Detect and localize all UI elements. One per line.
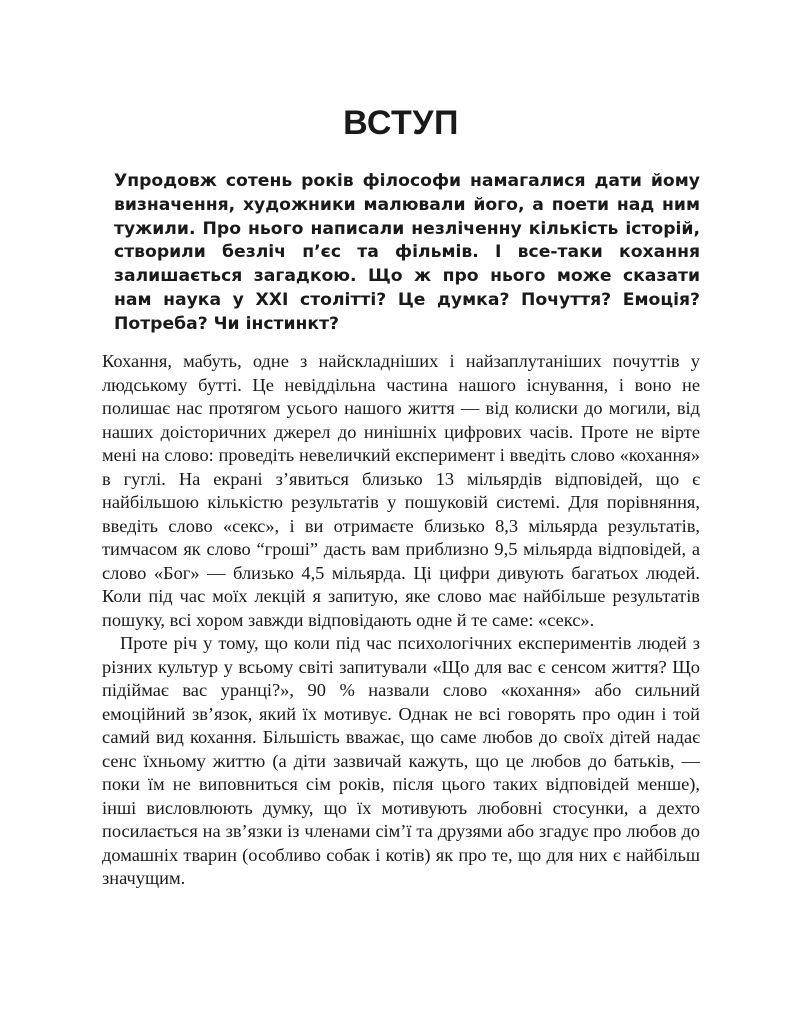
body-text bbox=[102, 350, 700, 891]
chapter-title: ВСТУП bbox=[343, 104, 459, 142]
lead-paragraph: Упродовж сотень років філософи намагалися дати йому визначення, художники малювали його, а поети над ним тужили. Про нього написали незліченну кількість історій, створили безліч п’єс та фільмів. І все-таки кохання залишається загадкою. Що ж про нього може сказати нам наука у ХХІ столітті? Це думка? Почуття? Емоція? Потреба? Чи інстинкт? bbox=[114, 171, 700, 334]
book-page bbox=[102, 0, 700, 1035]
body-paragraph-1: Кохання, мабуть, одне з найскладніших і найзаплутаніших почуттів у людському бутті. Це невіддільна частина нашого існування, і воно не полишає нас протягом усього нашого життя — від колиски до могили, від наших доісторичних джерел до нинішніх цифрових часів. Проте не вірте мені на слово: проведіть невеличкий експеримент і введіть слово «кохання» в гуглі. На екрані з’явиться близько 13 мільярдів відповідей, що є найбільшою кількістю результатів у пошуковій системі. Для порівняння, введіть слово «секс», і ви отримаєте близько 8,3 мільярда результатів, тимчасом як слово “гроші” дасть вам приблизно 9,5 мільярда відповідей, а слово «Бог» — близько 4,5 мільярда. Ці цифри дивують багатьох людей. Коли під час моїх лекцій я запитую, яке слово має найбільше результатів пошуку, всі хором завжди відповідають одне й те саме: «секс». bbox=[102, 351, 700, 630]
body-paragraph-2: Проте річ у тому, що коли під час психологічних експериментів людей з різних культур у всьому світі запитували «Що для вас є сенсом життя? Що підіймає вас уранці?», 90 % назвали слово «кохання» або сильний емоційний зв’язок, який їх мотивує. Однак не всі говорять про один і той самий вид кохання. Більшість вважає, що саме любов до своїх дітей надає сенс їхньому життю (а діти зазвичай кажуть, що це любов до батьків, — поки їм не виповниться сім років, після цього таких відповідей менше), інші висловлюють думку, що їх мотивують любовні стосунки, а дехто посилається на зв’язки із членами сім’ї та друзями або згадує про любов до домашніх тварин (особливо собак і котів) як про те, що для них є найбільш значущим. bbox=[102, 633, 700, 888]
